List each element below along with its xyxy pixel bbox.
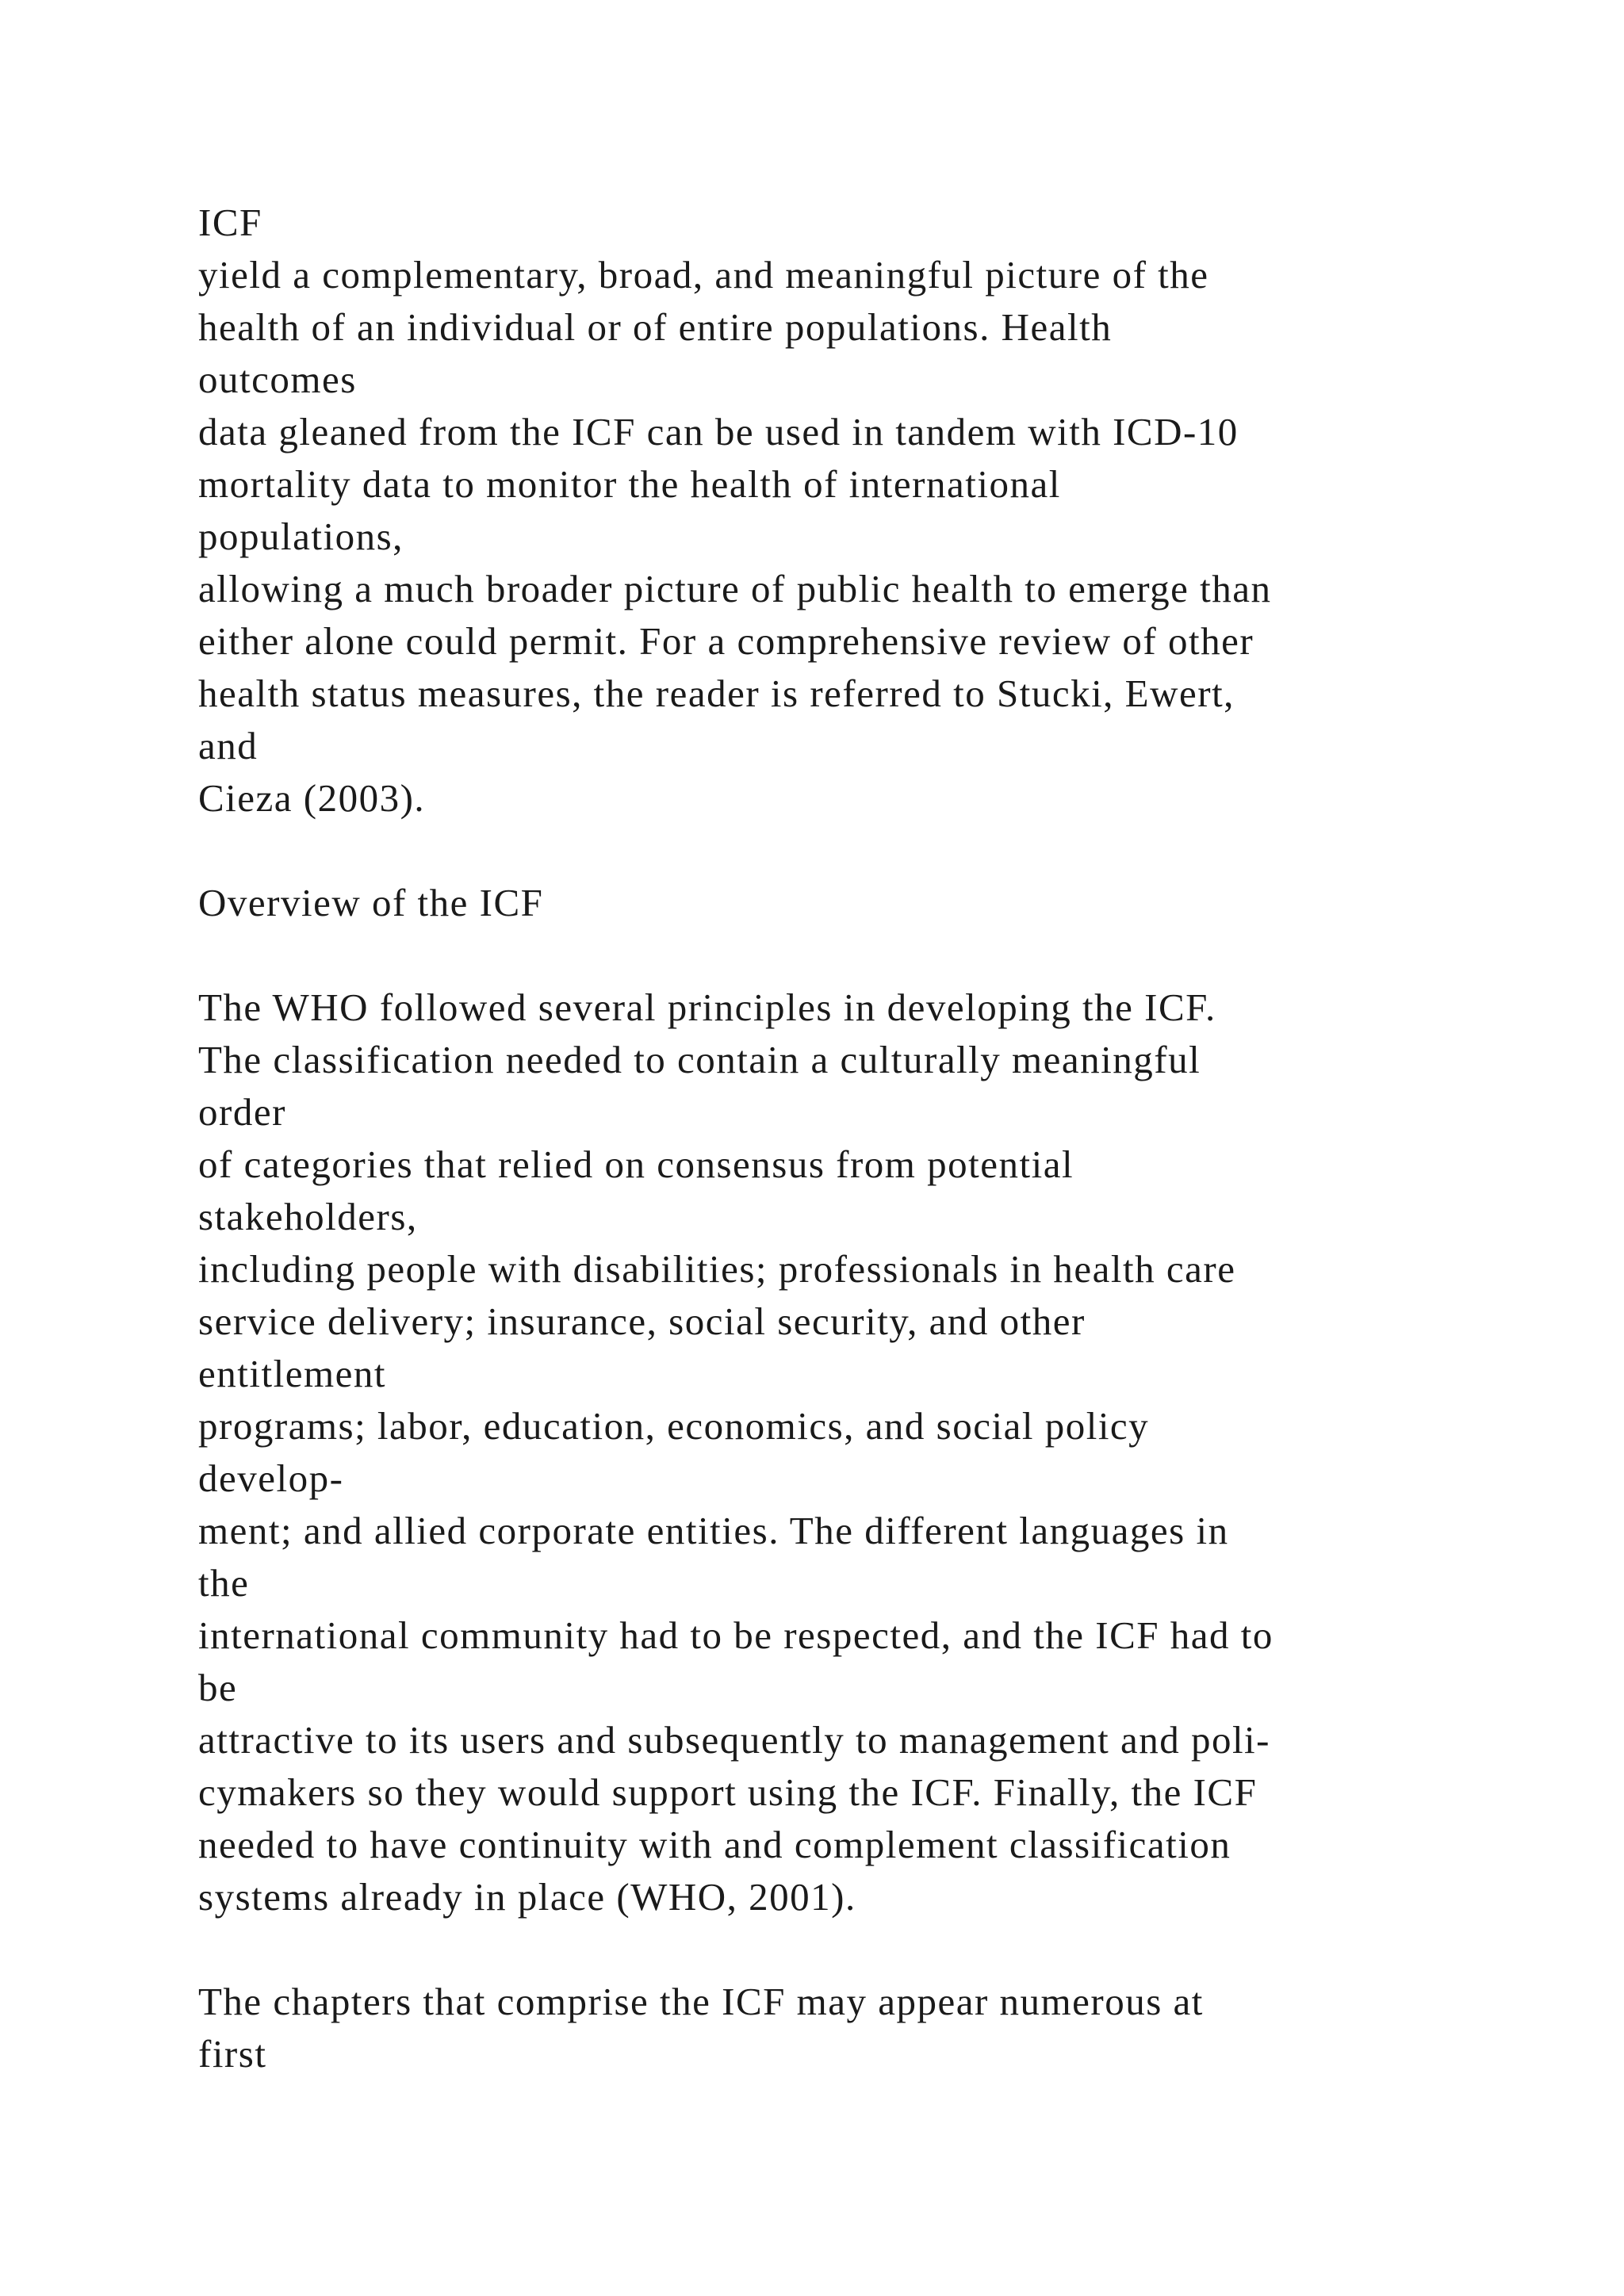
text-line: either alone could permit. For a comprehensive review of other [198, 619, 1254, 663]
text-line: programs; labor, education, economics, and social policy [198, 1404, 1150, 1448]
text-line: The chapters that comprise the ICF may appear numerous at [198, 1980, 1204, 2023]
document-body [198, 197, 1546, 2080]
paragraph-3 [198, 1976, 1546, 2080]
text-line: data gleaned from the ICF can be used in tandem with ICD-10 [198, 410, 1239, 453]
text-line: attractive to its users and subsequently to management and poli- [198, 1718, 1270, 1762]
text-line: order [198, 1090, 286, 1134]
paragraph-spacer [198, 1923, 1546, 1976]
paragraph-spacer [198, 825, 1546, 877]
text-line: needed to have continuity with and complement classification [198, 1823, 1231, 1866]
text-line: The WHO followed several principles in developing the ICF. [198, 985, 1216, 1029]
section-heading: Overview of the ICF [198, 881, 544, 924]
text-line: entitlement [198, 1352, 386, 1395]
text-line: international community had to be respected, and the ICF had to [198, 1613, 1274, 1657]
text-line: allowing a much broader picture of public health to emerge than [198, 567, 1272, 610]
text-line: outcomes [198, 358, 357, 401]
text-line: populations, [198, 515, 404, 558]
text-line: including people with disabilities; professionals in health care [198, 1247, 1236, 1291]
text-line: the [198, 1561, 250, 1605]
text-line: stakeholders, [198, 1195, 418, 1238]
text-line: ment; and allied corporate entities. The different languages in [198, 1509, 1229, 1552]
text-line: The classification needed to contain a culturally meaningful [198, 1038, 1201, 1081]
paragraph-2 [198, 982, 1546, 1923]
text-line: systems already in place (WHO, 2001). [198, 1875, 856, 1919]
text-line: first [198, 2032, 267, 2076]
text-line: and [198, 724, 259, 767]
paragraph-spacer [198, 929, 1546, 982]
text-line: mortality data to monitor the health of international [198, 462, 1061, 506]
text-line: health of an individual or of entire populations. Health [198, 305, 1113, 349]
text-line: cymakers so they would support using the ICF. Finally, the ICF [198, 1770, 1258, 1814]
header-line: ICF [198, 201, 262, 244]
paragraph-1 [198, 249, 1546, 825]
text-line: Cieza (2003). [198, 776, 426, 820]
text-line: develop- [198, 1456, 344, 1500]
text-line: health status measures, the reader is referred to Stucki, Ewert, [198, 672, 1235, 715]
text-line: of categories that relied on consensus from potential [198, 1142, 1074, 1186]
text-line: be [198, 1666, 238, 1709]
text-line: yield a complementary, broad, and meaningful picture of the [198, 253, 1209, 297]
text-line: service delivery; insurance, social security, and other [198, 1299, 1086, 1343]
